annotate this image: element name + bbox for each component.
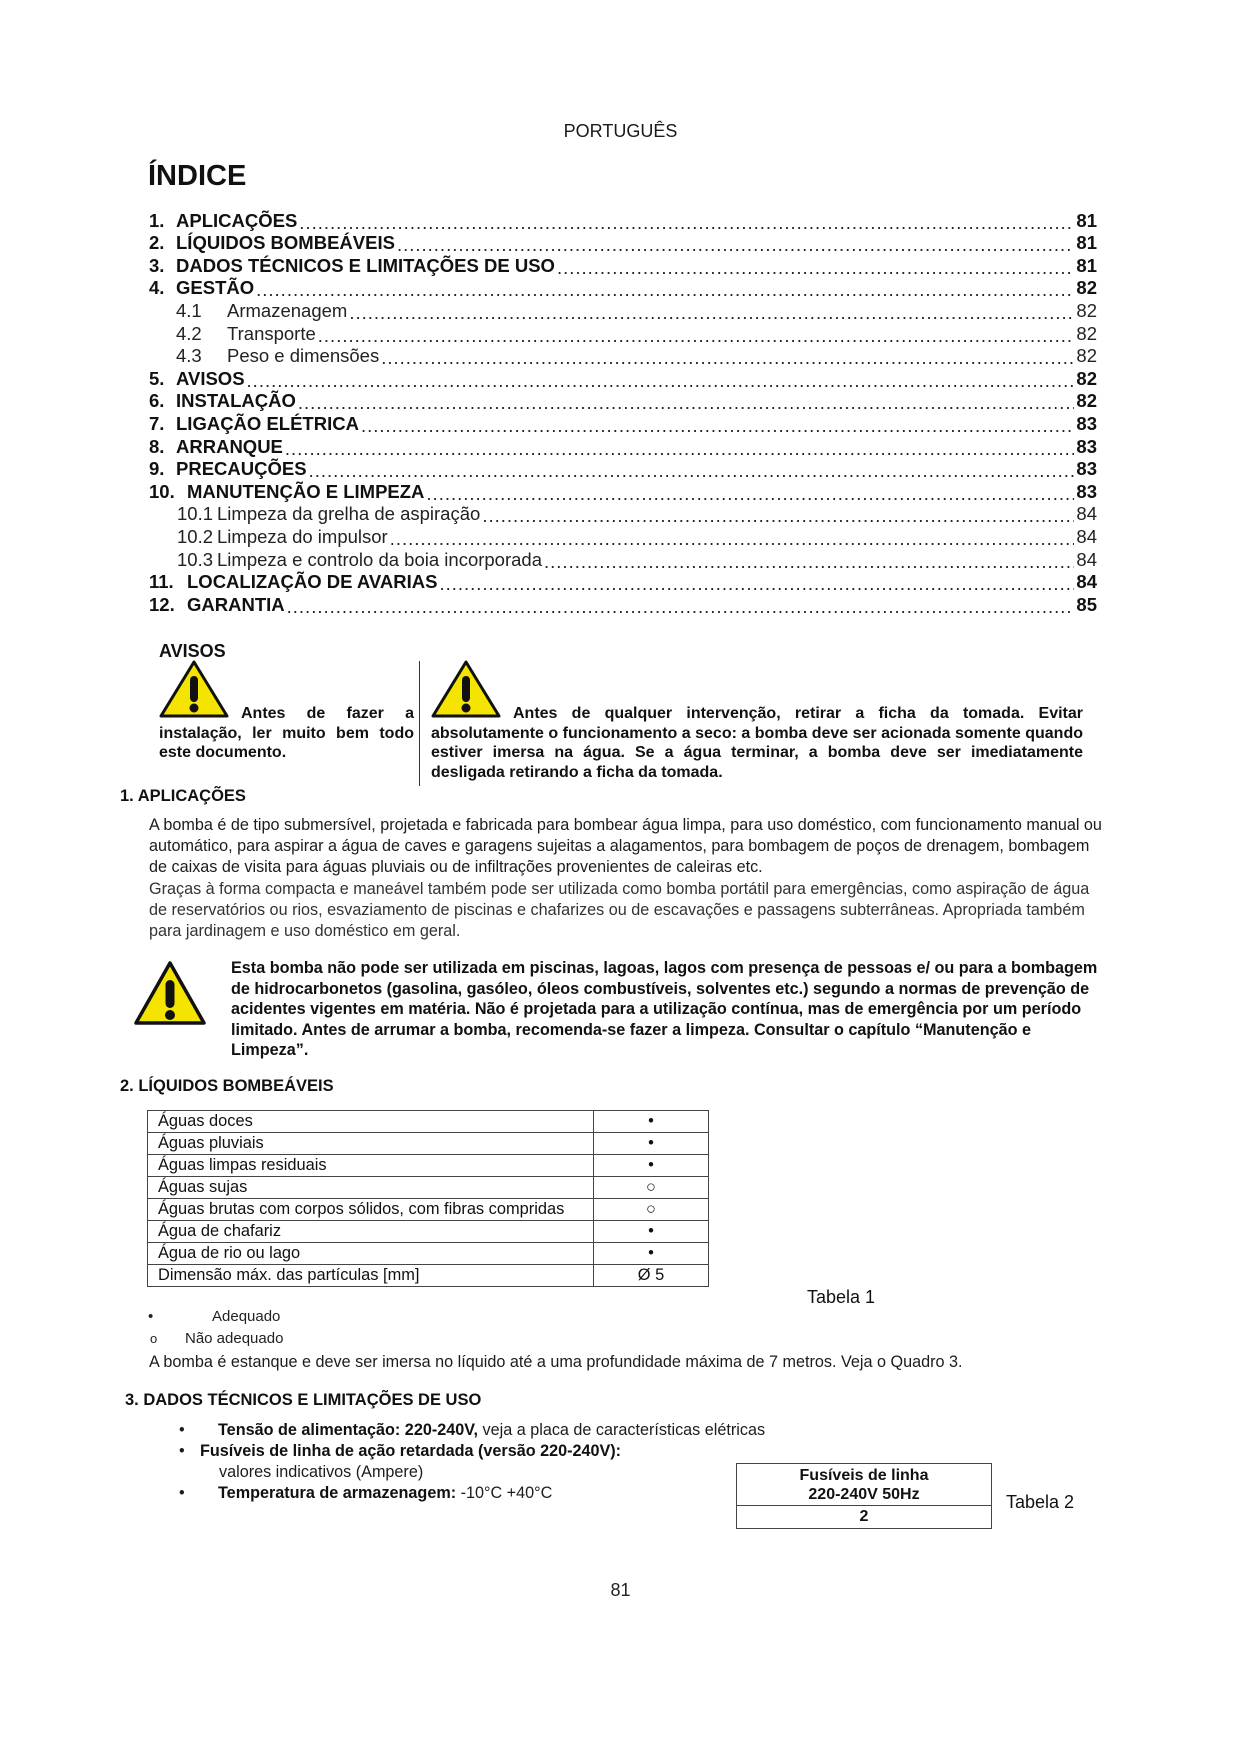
page-number: 81 bbox=[610, 1580, 631, 1600]
section-3-heading: 3. DADOS TÉCNICOS E LIMITAÇÕES DE USO bbox=[125, 1391, 482, 1409]
section-1-warning-text: Esta bomba não pode ser utilizada em piscinas, lagoas, lagos com presença de pessoas e/ ou para a bombagem de hidrocarbonetos (gasolina, gasóleo, óleos combustíveis, solventes etc.) segundo a normas de prevenção de acidentes vigentes em matéria. Não é projetada para a utilização contínua, mas de emergência por um período limitado. Antes de arrumar a bomba, recomenda-se fazer a limpeza. Consultar o capítulo “Manutenção e Limpeza”. bbox=[231, 959, 1098, 1059]
toc-entry[interactable] bbox=[149, 412, 1097, 435]
toc-entry[interactable] bbox=[149, 435, 1097, 458]
toc-number: 4.1 bbox=[176, 299, 202, 321]
toc-label: Limpeza da grelha de aspiração bbox=[217, 503, 481, 525]
toc-entry[interactable] bbox=[149, 503, 1097, 526]
toc-entry[interactable] bbox=[149, 277, 1097, 300]
toc-page: 83 bbox=[1076, 458, 1097, 480]
liquid-name: Água de chafariz bbox=[148, 1221, 594, 1243]
table-1-caption: Tabela 1 bbox=[807, 1287, 876, 1307]
table-2-caption: Tabela 2 bbox=[1006, 1492, 1075, 1512]
list-item bbox=[180, 1441, 765, 1462]
fuses-table bbox=[736, 1463, 992, 1529]
table-of-contents bbox=[149, 209, 1097, 616]
table-row bbox=[148, 1221, 709, 1243]
liquid-name: Águas sujas bbox=[148, 1177, 594, 1199]
toc-leader-dots bbox=[361, 415, 1074, 435]
toc-page: 81 bbox=[1076, 254, 1097, 276]
toc-page: 81 bbox=[1076, 232, 1097, 254]
toc-label: AVISOS bbox=[176, 367, 245, 389]
list-item-continuation bbox=[180, 1462, 765, 1483]
liquid-name: Dimensão máx. das partículas [mm] bbox=[148, 1265, 594, 1287]
language-header: PORTUGUÊS bbox=[563, 121, 678, 141]
toc-entry[interactable] bbox=[149, 254, 1097, 277]
toc-page: 83 bbox=[1076, 480, 1097, 502]
toc-leader-dots bbox=[256, 279, 1074, 299]
technical-data-list bbox=[180, 1420, 765, 1504]
list-item-label: Fusíveis de linha de ação retardada (versão 220-240V): bbox=[200, 1442, 622, 1460]
toc-label: Armazenagem bbox=[227, 299, 348, 321]
toc-label: DADOS TÉCNICOS E LIMITAÇÕES DE USO bbox=[176, 254, 555, 276]
toc-leader-dots bbox=[426, 483, 1074, 503]
suitability-value: • bbox=[594, 1133, 709, 1155]
section-1-heading: 1. APLICAÇÕES bbox=[120, 787, 246, 805]
toc-page: 82 bbox=[1076, 390, 1097, 412]
toc-number: 4.2 bbox=[176, 322, 202, 344]
toc-label: LIGAÇÃO ELÉTRICA bbox=[176, 412, 359, 434]
table-row bbox=[148, 1177, 709, 1199]
hollow-bullet-icon: o bbox=[150, 1331, 158, 1346]
section-1-paragraph-2: Graças à forma compacta e maneável também pode ser utilizada como bomba portátil para emergências, como aspiração de água de reservatórios ou rios, esvaziamento de piscinas e chafarizes ou de escavações e passagens subterrâneas. Apropriada também para jardinagem e uso doméstico em geral. bbox=[149, 880, 1090, 940]
toc-leader-dots bbox=[349, 302, 1074, 322]
suitability-value: • bbox=[594, 1243, 709, 1265]
list-item-text: veja a placa de características elétricas bbox=[478, 1421, 766, 1439]
section-2-note: A bomba é estanque e deve ser imersa no líquido até a uma profundidade máxima de 7 metros. Veja o Quadro 3. bbox=[149, 1353, 963, 1371]
section-1-paragraph-1: A bomba é de tipo submersível, projetada e fabricada para bombear água limpa, para uso doméstico, com funcionamento manual ou automático, para aspirar a água de caves e garagens sujeitas a alagamentos, para bombagem de poços de drenagem, bombagem de caixas de visita para águas pluviais ou de infiltrações provenientes de caleiras etc. bbox=[149, 816, 1102, 876]
legend-label: Adequado bbox=[212, 1308, 281, 1325]
avisos-divider bbox=[419, 661, 420, 786]
legend-label: Não adequado bbox=[185, 1330, 284, 1347]
toc-page: 84 bbox=[1076, 525, 1097, 547]
toc-entry[interactable] bbox=[149, 548, 1097, 571]
toc-leader-dots bbox=[557, 257, 1074, 277]
toc-leader-dots bbox=[381, 347, 1074, 367]
toc-number: 5. bbox=[149, 367, 165, 389]
toc-number: 6. bbox=[149, 390, 165, 412]
table-row bbox=[148, 1199, 709, 1221]
toc-leader-dots bbox=[287, 596, 1075, 616]
warning-triangle-icon bbox=[431, 660, 501, 724]
toc-leader-dots bbox=[285, 438, 1075, 458]
suitability-value: ○ bbox=[594, 1199, 709, 1221]
legend-suitable bbox=[148, 1308, 280, 1325]
toc-entry[interactable] bbox=[149, 390, 1097, 413]
toc-leader-dots bbox=[298, 392, 1075, 412]
list-item bbox=[180, 1420, 765, 1441]
toc-number: 2. bbox=[149, 232, 165, 254]
list-item-label: Tensão de alimentação: 220-240V, bbox=[218, 1421, 479, 1439]
toc-entry[interactable] bbox=[149, 571, 1097, 594]
aviso-right-text: Antes de qualquer intervenção, retirar a ficha da tomada. Evitar absolutamente o funcionamento a seco: a bomba deve ser acionada somente quando estiver imersa na água. Se a água terminar, a bomba deve ser imediatamente desligada retirando a ficha da tomada. bbox=[431, 705, 1083, 781]
toc-page: 82 bbox=[1076, 345, 1097, 367]
suitability-value: • bbox=[594, 1155, 709, 1177]
toc-number: 3. bbox=[149, 254, 165, 276]
toc-leader-dots bbox=[318, 325, 1075, 345]
header-line-2: 220-240V 50Hz bbox=[808, 1485, 920, 1503]
warning-triangle-icon bbox=[159, 660, 229, 724]
toc-label: Transporte bbox=[227, 322, 316, 344]
toc-label: LÍQUIDOS BOMBEÁVEIS bbox=[176, 232, 395, 254]
avisos-heading: AVISOS bbox=[159, 641, 226, 661]
toc-number: 4. bbox=[149, 277, 165, 299]
toc-label: GESTÃO bbox=[176, 277, 255, 299]
toc-entry[interactable] bbox=[149, 458, 1097, 481]
list-item-label: Temperatura de armazenagem: bbox=[218, 1484, 457, 1502]
liquid-name: Água de rio ou lago bbox=[148, 1243, 594, 1265]
filled-bullet-icon: • bbox=[148, 1308, 154, 1325]
toc-label: Limpeza e controlo da boia incorporada bbox=[217, 548, 543, 570]
toc-leader-dots bbox=[390, 528, 1075, 548]
legend-not-suitable bbox=[148, 1330, 283, 1347]
toc-entry[interactable] bbox=[149, 322, 1097, 345]
fuses-table-header bbox=[737, 1464, 992, 1506]
header-line-1: Fusíveis de linha bbox=[799, 1466, 929, 1484]
warning-triangle-icon bbox=[134, 960, 206, 1031]
aviso-left bbox=[159, 660, 414, 763]
toc-entry[interactable] bbox=[149, 345, 1097, 368]
toc-number: 12. bbox=[149, 593, 175, 615]
toc-leader-dots bbox=[309, 460, 1075, 480]
toc-page: 83 bbox=[1076, 435, 1097, 457]
suitability-value: Ø 5 bbox=[594, 1265, 709, 1287]
toc-label: GARANTIA bbox=[187, 593, 285, 615]
suitability-value: ○ bbox=[594, 1177, 709, 1199]
toc-leader-dots bbox=[544, 551, 1074, 571]
liquid-name: Águas doces bbox=[148, 1111, 594, 1133]
toc-page: 82 bbox=[1076, 277, 1097, 299]
toc-label: MANUTENÇÃO E LIMPEZA bbox=[187, 480, 425, 502]
toc-leader-dots bbox=[482, 505, 1074, 525]
liquid-name: Águas brutas com corpos sólidos, com fibras compridas bbox=[148, 1199, 594, 1221]
toc-label: INSTALAÇÃO bbox=[176, 390, 296, 412]
aviso-right bbox=[431, 660, 1083, 782]
section-2-heading: 2. LÍQUIDOS BOMBEÁVEIS bbox=[120, 1077, 334, 1095]
toc-label: ARRANQUE bbox=[176, 435, 283, 457]
toc-number: 8. bbox=[149, 435, 165, 457]
list-item bbox=[180, 1483, 765, 1504]
suitability-value: • bbox=[594, 1221, 709, 1243]
toc-page: 84 bbox=[1076, 548, 1097, 570]
toc-entry[interactable] bbox=[149, 480, 1097, 503]
liquid-name: Águas pluviais bbox=[148, 1133, 594, 1155]
toc-entry[interactable] bbox=[149, 232, 1097, 255]
index-title: ÍNDICE bbox=[148, 160, 247, 192]
toc-number: 4.3 bbox=[176, 345, 202, 367]
toc-entry[interactable] bbox=[149, 299, 1097, 322]
liquids-table bbox=[147, 1110, 709, 1287]
toc-leader-dots bbox=[397, 234, 1074, 254]
table-row bbox=[148, 1133, 709, 1155]
toc-page: 85 bbox=[1076, 593, 1097, 615]
toc-number: 9. bbox=[149, 458, 165, 480]
bullet-icon: • bbox=[179, 1421, 185, 1439]
toc-page: 81 bbox=[1076, 209, 1097, 231]
toc-number: 10.1 bbox=[177, 503, 214, 525]
bullet-icon: • bbox=[179, 1484, 185, 1502]
toc-label: APLICAÇÕES bbox=[176, 209, 298, 231]
suitability-value: • bbox=[594, 1111, 709, 1133]
toc-number: 11. bbox=[149, 571, 174, 593]
toc-page: 83 bbox=[1076, 412, 1097, 434]
toc-label: PRECAUÇÕES bbox=[176, 458, 307, 480]
toc-page: 84 bbox=[1076, 503, 1097, 525]
toc-number: 10.3 bbox=[177, 548, 214, 570]
toc-label: Limpeza do impulsor bbox=[217, 525, 388, 547]
table-row bbox=[148, 1111, 709, 1133]
toc-page: 84 bbox=[1076, 571, 1097, 593]
toc-page: 82 bbox=[1076, 322, 1097, 344]
toc-entry[interactable] bbox=[149, 367, 1097, 390]
aviso-left-text: Antes de fazer a instalação, ler muito bem todo este documento. bbox=[159, 705, 414, 761]
toc-entry[interactable] bbox=[149, 209, 1097, 232]
toc-leader-dots bbox=[439, 573, 1074, 593]
list-item-text: -10°C +40°C bbox=[456, 1484, 553, 1502]
toc-leader-dots bbox=[299, 212, 1074, 232]
toc-entry[interactable] bbox=[149, 593, 1097, 616]
toc-leader-dots bbox=[247, 370, 1075, 390]
toc-label: Peso e dimensões bbox=[227, 345, 380, 367]
table-row bbox=[148, 1243, 709, 1265]
fuses-table-value: 2 bbox=[737, 1506, 992, 1529]
toc-number: 1. bbox=[149, 209, 165, 231]
toc-page: 82 bbox=[1076, 299, 1097, 321]
liquid-name: Águas limpas residuais bbox=[148, 1155, 594, 1177]
toc-number: 10. bbox=[149, 480, 175, 502]
toc-number: 7. bbox=[149, 412, 165, 434]
table-row bbox=[148, 1155, 709, 1177]
list-item-text: valores indicativos (Ampere) bbox=[219, 1463, 424, 1481]
toc-number: 10.2 bbox=[177, 525, 214, 547]
toc-label: LOCALIZAÇÃO DE AVARIAS bbox=[187, 571, 438, 593]
bullet-icon: • bbox=[179, 1442, 185, 1460]
toc-entry[interactable] bbox=[149, 525, 1097, 548]
toc-page: 82 bbox=[1076, 367, 1097, 389]
table-row bbox=[148, 1265, 709, 1287]
